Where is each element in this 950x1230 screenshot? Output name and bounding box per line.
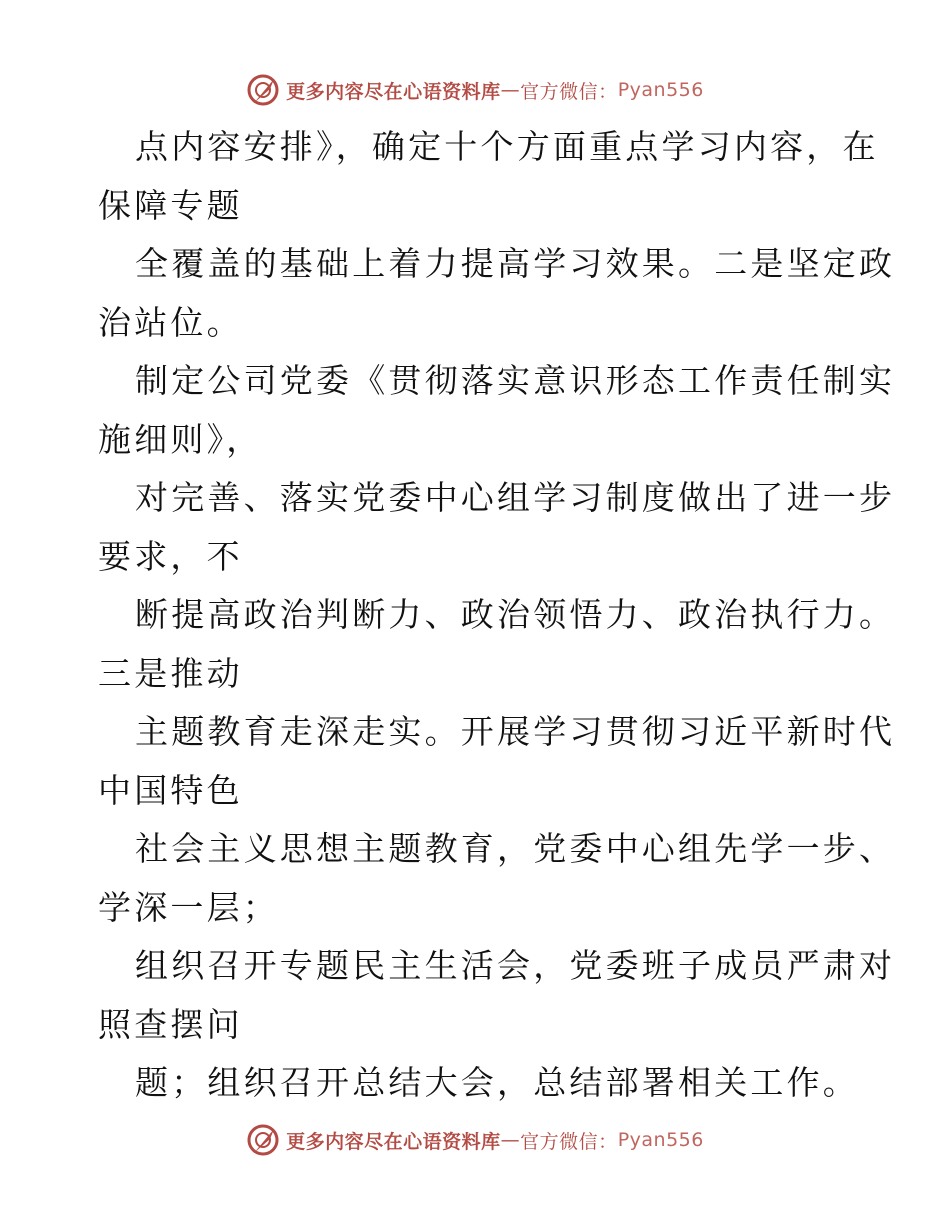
paragraph-line: 保障专题 [98,185,243,225]
watermark-main-text: 更多内容尽在心语资料库 [286,1130,501,1153]
watermark-main-text: 更多内容尽在心语资料库 [286,80,501,103]
paragraph [98,352,896,469]
header-watermark [0,70,950,110]
paragraph [98,118,879,235]
paragraph-line: 点内容安排》，确定十个方面重点学习内容，在 [135,127,879,166]
quill-logo-icon [246,1123,280,1157]
paragraph-line: 施细则》， [98,419,263,459]
watermark-dash: — [500,1129,521,1151]
paragraph [98,937,896,1054]
paragraph [98,820,896,937]
paragraph-line: 断提高政治判断力、政治领悟力、政治执行力。 [135,595,896,634]
paragraph-line: 社会主义思想主题教育，党委中心组先学一步、 [135,829,896,868]
paragraph-line: 全覆盖的基础上着力提高学习效果。二是坚定政 [135,244,896,283]
watermark-id: Pyan556 [617,79,704,101]
paragraph-line: 主题教育走深走实。开展学习贯彻习近平新时代 [135,712,896,751]
paragraph [98,1054,858,1113]
paragraph [98,703,896,820]
paragraph-line: 要求，不 [98,536,243,576]
watermark-sub-text: 官方微信： [520,1130,618,1153]
paragraph-line: 三是推动 [98,653,243,693]
paragraph-line: 组织召开专题民主生活会，党委班子成员严肃对 [135,946,896,985]
footer-watermark [0,1120,950,1160]
paragraph [98,469,896,586]
paragraph-line: 对完善、落实党委中心组学习制度做出了进一步 [135,478,896,517]
paragraph-line: 制定公司党委《贯彻落实意识形态工作责任制实 [135,361,896,400]
watermark-id: Pyan556 [617,1129,704,1151]
quill-logo-icon [246,73,280,107]
paragraph [98,586,896,703]
paragraph-line: 学深一层； [98,887,279,927]
paragraph-line: 题；组织召开总结大会，总结部署相关工作。 [135,1063,859,1102]
paragraph-line: 照查摆问 [98,1004,243,1044]
watermark-sub-text: 官方微信： [520,80,618,103]
watermark-dash: — [500,79,521,101]
document-body [98,118,896,1113]
paragraph-line: 治站位。 [98,302,243,342]
paragraph-line: 中国特色 [98,770,243,810]
paragraph [98,235,896,352]
